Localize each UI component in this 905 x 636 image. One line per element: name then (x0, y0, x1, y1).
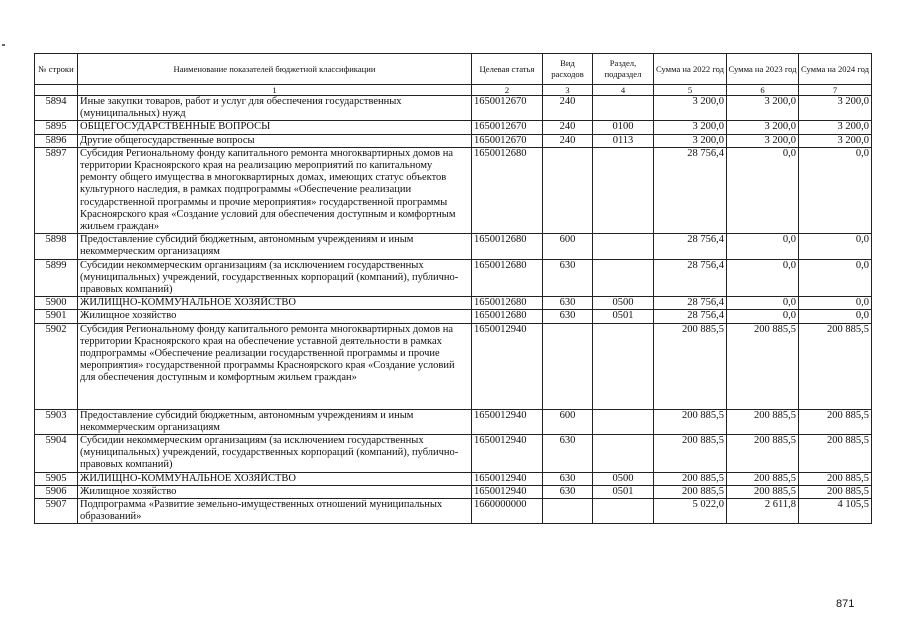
header-target: Целевая статья (472, 54, 543, 85)
row-sum-2022: 200 885,5 (654, 323, 727, 409)
row-sum-2022: 28 756,4 (654, 147, 727, 233)
row-number: 5904 (35, 435, 78, 473)
row-sum-2023: 3 200,0 (727, 121, 799, 134)
row-sum-2023: 0,0 (727, 147, 799, 233)
row-section (593, 323, 654, 409)
row-number: 5897 (35, 147, 78, 233)
table-row (35, 121, 872, 134)
row-target: 1650012680 (472, 310, 543, 323)
row-sum-2024: 3 200,0 (799, 96, 872, 121)
table-row (35, 96, 872, 121)
row-sum-2024: 0,0 (799, 297, 872, 310)
row-number: 5895 (35, 121, 78, 134)
row-sum-2022: 200 885,5 (654, 472, 727, 485)
row-sum-2024: 200 885,5 (799, 409, 872, 434)
column-number: 6 (727, 85, 799, 96)
table-row (35, 472, 872, 485)
header-sum-2023: Сумма на 2023 год (727, 54, 799, 85)
row-sum-2022: 28 756,4 (654, 310, 727, 323)
table-row (35, 485, 872, 498)
row-sum-2024: 0,0 (799, 259, 872, 297)
row-expense-type: 630 (543, 259, 593, 297)
row-expense-type: 240 (543, 134, 593, 147)
row-sum-2023: 200 885,5 (727, 435, 799, 473)
row-name: Жилищное хозяйство (78, 310, 472, 323)
row-sum-2024: 0,0 (799, 234, 872, 259)
table-row (35, 323, 872, 409)
row-section (593, 96, 654, 121)
row-expense-type: 600 (543, 409, 593, 434)
row-number: 5894 (35, 96, 78, 121)
row-sum-2022: 3 200,0 (654, 96, 727, 121)
row-name: Предоставление субсидий бюджетным, автономным учреждениям и иным некоммерческим организациям (78, 234, 472, 259)
row-target: 1650012680 (472, 147, 543, 233)
row-name: Жилищное хозяйство (78, 485, 472, 498)
row-sum-2023: 0,0 (727, 310, 799, 323)
row-expense-type (543, 499, 593, 524)
row-target: 1650012680 (472, 259, 543, 297)
row-sum-2024: 200 885,5 (799, 435, 872, 473)
row-section: 0100 (593, 121, 654, 134)
row-sum-2022: 3 200,0 (654, 121, 727, 134)
row-number: 5907 (35, 499, 78, 524)
row-sum-2023: 200 885,5 (727, 472, 799, 485)
budget-table (34, 53, 872, 524)
row-number: 5896 (35, 134, 78, 147)
row-name: Субсидия Региональному фонду капитального ремонта многоквартирных домов на территории Красноярского края на реализацию мероприятий по капитальному ремонту общего имущества в многоквартирных домах, имеющих статус объектов культурного наследия, в рамках подпрограммы «Обеспечение реализации государственной программы и прочие мероприятия» государственной программы Красноярского края «Создание условий для обеспечения доступным и комфортным жильем граждан» (78, 147, 472, 233)
row-sum-2022: 28 756,4 (654, 234, 727, 259)
row-section: 0500 (593, 472, 654, 485)
page-number: 871 (836, 598, 855, 610)
row-expense-type: 630 (543, 472, 593, 485)
row-sum-2024: 200 885,5 (799, 323, 872, 409)
row-target: 1650012940 (472, 485, 543, 498)
column-number-row (35, 85, 872, 96)
row-sum-2023: 0,0 (727, 234, 799, 259)
row-expense-type: 600 (543, 234, 593, 259)
row-expense-type: 240 (543, 121, 593, 134)
header-name: Наименование показателей бюджетной классификации (78, 54, 472, 85)
header-sum-2022: Сумма на 2022 год (654, 54, 727, 85)
row-sum-2022: 200 885,5 (654, 435, 727, 473)
row-target: 1650012680 (472, 234, 543, 259)
row-sum-2023: 200 885,5 (727, 485, 799, 498)
table-row (35, 310, 872, 323)
row-sum-2024: 200 885,5 (799, 485, 872, 498)
row-sum-2024: 0,0 (799, 147, 872, 233)
row-sum-2023: 0,0 (727, 259, 799, 297)
row-expense-type: 630 (543, 310, 593, 323)
row-section (593, 409, 654, 434)
row-sum-2023: 3 200,0 (727, 96, 799, 121)
row-sum-2024: 4 105,5 (799, 499, 872, 524)
column-number: 4 (593, 85, 654, 96)
table-row (35, 409, 872, 434)
row-expense-type: 630 (543, 297, 593, 310)
row-number: 5905 (35, 472, 78, 485)
row-target: 1650012940 (472, 409, 543, 434)
row-name: Субсидия Региональному фонду капитального ремонта многоквартирных домов на территории Красноярского края на обеспечение уставной деятельности в рамках подпрограммы «Обеспечение реализации государственной программы и прочие мероприятия» государственной программы Красноярского края «Создание условий для обеспечения доступным и комфортным жильем граждан» (78, 323, 472, 409)
row-name: ОБЩЕГОСУДАРСТВЕННЫЕ ВОПРОСЫ (78, 121, 472, 134)
table-row (35, 499, 872, 524)
row-sum-2022: 28 756,4 (654, 297, 727, 310)
row-sum-2023: 3 200,0 (727, 134, 799, 147)
row-sum-2022: 3 200,0 (654, 134, 727, 147)
row-expense-type: 630 (543, 485, 593, 498)
row-section: 0500 (593, 297, 654, 310)
column-number: 2 (472, 85, 543, 96)
row-number: 5902 (35, 323, 78, 409)
row-name: Субсидии некоммерческим организациям (за исключением государственных (муниципальных) учреждений, государственных корпораций (компаний), публично-правовых компаний) (78, 435, 472, 473)
row-number: 5906 (35, 485, 78, 498)
header-sum-2024: Сумма на 2024 год (799, 54, 872, 85)
row-name: Иные закупки товаров, работ и услуг для обеспечения государственных (муниципальных) нужд (78, 96, 472, 121)
row-name: ЖИЛИЩНО-КОММУНАЛЬНОЕ ХОЗЯЙСТВО (78, 472, 472, 485)
column-number: 5 (654, 85, 727, 96)
row-number: 5899 (35, 259, 78, 297)
row-name: ЖИЛИЩНО-КОММУНАЛЬНОЕ ХОЗЯЙСТВО (78, 297, 472, 310)
header-row-no: № строки (35, 54, 78, 85)
table-row (35, 234, 872, 259)
column-number (35, 85, 78, 96)
row-number: 5900 (35, 297, 78, 310)
row-section (593, 499, 654, 524)
row-sum-2022: 28 756,4 (654, 259, 727, 297)
row-section: 0113 (593, 134, 654, 147)
header-expense-type: Вид расходов (543, 54, 593, 85)
row-section: 0501 (593, 310, 654, 323)
table-row (35, 297, 872, 310)
row-expense-type: 630 (543, 435, 593, 473)
row-section (593, 435, 654, 473)
table-row (35, 134, 872, 147)
row-target: 1650012940 (472, 435, 543, 473)
row-name: Предоставление субсидий бюджетным, автономным учреждениям и иным некоммерческим организациям (78, 409, 472, 434)
row-sum-2022: 200 885,5 (654, 409, 727, 434)
row-expense-type: 240 (543, 96, 593, 121)
table-row (35, 435, 872, 473)
row-target: 1650012940 (472, 323, 543, 409)
row-name: Субсидии некоммерческим организациям (за исключением государственных (муниципальных) учреждений, государственных корпораций (компаний), публично-правовых компаний) (78, 259, 472, 297)
row-section (593, 234, 654, 259)
row-target: 1650012670 (472, 134, 543, 147)
row-section (593, 147, 654, 233)
row-sum-2023: 200 885,5 (727, 323, 799, 409)
row-target: 1650012670 (472, 96, 543, 121)
row-target: 1650012680 (472, 297, 543, 310)
row-section (593, 259, 654, 297)
row-number: 5901 (35, 310, 78, 323)
row-expense-type (543, 323, 593, 409)
row-target: 1660000000 (472, 499, 543, 524)
row-sum-2022: 200 885,5 (654, 485, 727, 498)
row-sum-2024: 200 885,5 (799, 472, 872, 485)
row-expense-type (543, 147, 593, 233)
header-row (35, 54, 872, 85)
row-sum-2023: 200 885,5 (727, 409, 799, 434)
row-number: 5903 (35, 409, 78, 434)
row-sum-2023: 0,0 (727, 297, 799, 310)
header-section: Раздел, подраздел (593, 54, 654, 85)
column-number: 1 (78, 85, 472, 96)
row-sum-2024: 0,0 (799, 310, 872, 323)
column-number: 3 (543, 85, 593, 96)
row-name: Подпрограмма «Развитие земельно-имущественных отношений муниципальных образований» (78, 499, 472, 524)
row-target: 1650012670 (472, 121, 543, 134)
row-number: 5898 (35, 234, 78, 259)
row-sum-2024: 3 200,0 (799, 121, 872, 134)
row-name: Другие общегосударственные вопросы (78, 134, 472, 147)
row-sum-2024: 3 200,0 (799, 134, 872, 147)
row-sum-2022: 5 022,0 (654, 499, 727, 524)
table-row (35, 259, 872, 297)
row-sum-2023: 2 611,8 (727, 499, 799, 524)
table-row (35, 147, 872, 233)
row-target: 1650012940 (472, 472, 543, 485)
row-section: 0501 (593, 485, 654, 498)
column-number: 7 (799, 85, 872, 96)
margin-mark (2, 44, 5, 46)
